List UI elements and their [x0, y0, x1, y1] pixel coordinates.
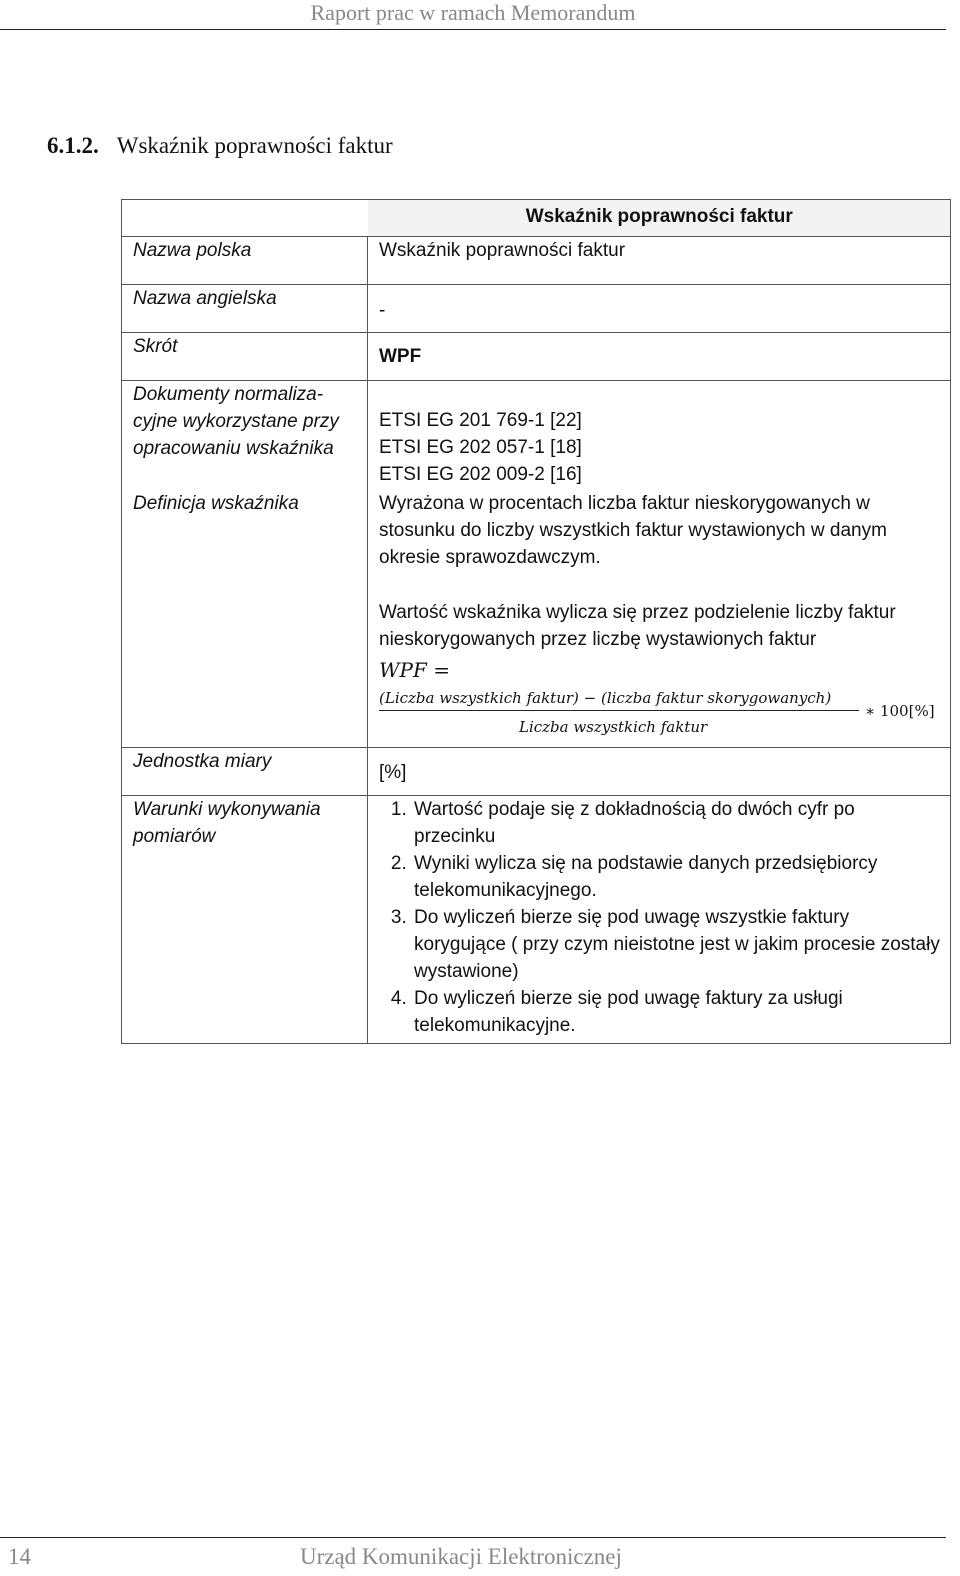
definition-text: Wyrażona w procentach liczba faktur nieskorygowanych w stosunku do liczby wszystkich faktur wystawionych w danym okresie sprawozdawczym.: [379, 492, 887, 568]
table-row: [122, 490, 951, 748]
doc-ref: ETSI EG 201 769-1 [22]: [379, 410, 582, 431]
wpf-formula: [379, 657, 940, 747]
abbr-value: WPF: [368, 333, 951, 381]
header-title: Raport prac w ramach Memorandum: [310, 0, 636, 25]
page-number: 14: [8, 1544, 31, 1569]
formula-lhs: WPF =: [379, 657, 451, 682]
docs-value: [368, 381, 951, 490]
polish-name-label: Nazwa polska: [122, 237, 368, 285]
table-row: [122, 237, 951, 285]
english-name-label: Nazwa angielska: [122, 285, 368, 333]
table-corner: [122, 200, 368, 237]
definition-value: [368, 490, 951, 748]
definition-label: Definicja wskaźnika: [122, 490, 368, 748]
section-title: Wskaźnik poprawności faktur: [116, 133, 393, 158]
table-row: [122, 333, 951, 381]
fraction-bar: [379, 710, 859, 711]
doc-ref: ETSI EG 202 057-1 [18]: [379, 437, 582, 458]
formula-denominator: Liczba wszystkich faktur: [519, 717, 708, 736]
doc-ref: ETSI EG 202 009-2 [16]: [379, 464, 582, 485]
list-item: 2. Wyniki wylicza się na podstawie danych przedsiębiorcy telekomunikacyjnego.: [412, 850, 940, 904]
list-item: 1. Wartość podaje się z dokładnością do dwóch cyfr po przecinku: [412, 796, 940, 850]
table-row: [122, 747, 951, 795]
footer-organization: Urząd Komunikacji Elektronicznej: [300, 1544, 622, 1569]
table-row: [122, 285, 951, 333]
docs-label: Dokumenty normaliza-cyjne wykorzystane przy opracowaniu wskaźnika: [122, 381, 368, 490]
conditions-value: [368, 795, 951, 1043]
table-row: [122, 381, 951, 490]
page-footer: [0, 1537, 946, 1576]
table-row: [122, 795, 951, 1043]
list-item: 4. Do wyliczeń bierze się pod uwagę faktury za usługi telekomunikacyjne.: [412, 985, 940, 1039]
polish-name-value: Wskaźnik poprawności faktur: [368, 237, 951, 285]
formula-numerator: (Liczba wszystkich faktur) − (liczba faktur skorygowanych): [379, 688, 832, 707]
formula-multiplier: ∗ 100[%]: [865, 701, 935, 720]
indicator-table: [121, 199, 951, 1044]
page-header: [0, 0, 946, 30]
unit-label: Jednostka miary: [122, 747, 368, 795]
calculation-text: Wartość wskaźnika wylicza się przez podzielenie liczby faktur nieskorygowanych przez liczbę wystawionych faktur: [379, 601, 896, 650]
table-heading: Wskaźnik poprawności faktur: [368, 200, 951, 237]
unit-value: [%]: [368, 747, 951, 795]
list-item: 3. Do wyliczeń bierze się pod uwagę wszystkie faktury korygujące ( przy czym nieistotne jest w jakim procesie zostały wystawione): [412, 904, 940, 985]
abbr-label: Skrót: [122, 333, 368, 381]
english-name-value: -: [368, 285, 951, 333]
section-number: 6.1.2.: [47, 133, 99, 158]
conditions-label: Warunki wykonywania pomiarów: [122, 795, 368, 1043]
section-heading: [47, 133, 393, 159]
conditions-list: [379, 796, 940, 1039]
